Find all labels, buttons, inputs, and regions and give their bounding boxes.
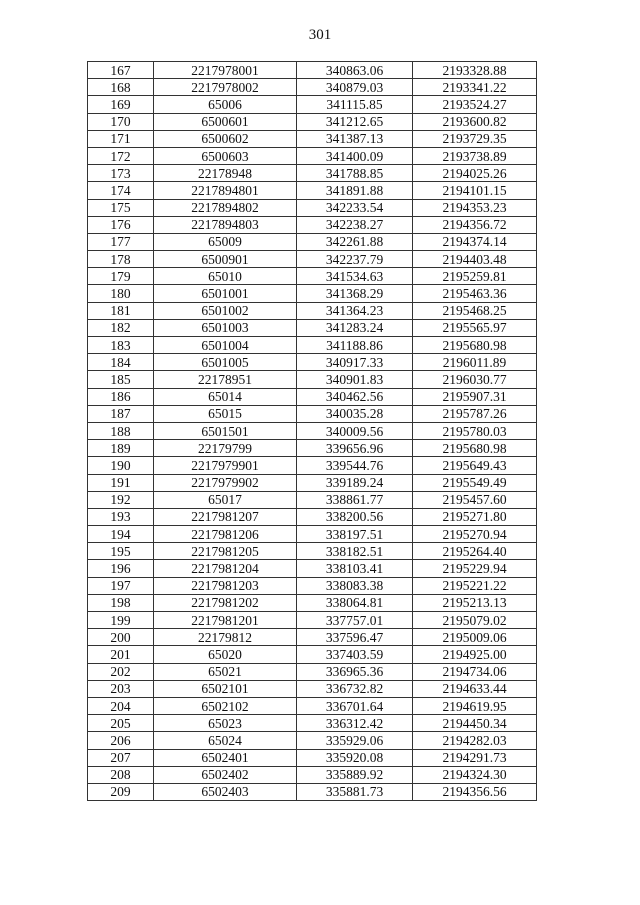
y-coordinate-cell: 2196011.89 [413, 354, 537, 371]
table-row [88, 766, 537, 783]
row-index-cell: 192 [88, 491, 154, 508]
y-coordinate-cell: 2194450.34 [413, 715, 537, 732]
y-coordinate-cell: 2195270.94 [413, 526, 537, 543]
point-id-cell: 65015 [154, 405, 297, 422]
row-index-cell: 200 [88, 629, 154, 646]
y-coordinate-cell: 2194633.44 [413, 680, 537, 697]
x-coordinate-cell: 336312.42 [297, 715, 413, 732]
table-row [88, 354, 537, 371]
x-coordinate-cell: 341534.63 [297, 268, 413, 285]
point-id-cell: 6501003 [154, 319, 297, 336]
point-id-cell: 2217894801 [154, 182, 297, 199]
table-row [88, 577, 537, 594]
y-coordinate-cell: 2195264.40 [413, 543, 537, 560]
y-coordinate-cell: 2195780.03 [413, 422, 537, 439]
x-coordinate-cell: 341115.85 [297, 96, 413, 113]
table-row [88, 285, 537, 302]
x-coordinate-cell: 340917.33 [297, 354, 413, 371]
table-row [88, 594, 537, 611]
y-coordinate-cell: 2193738.89 [413, 147, 537, 164]
point-id-cell: 2217981206 [154, 526, 297, 543]
table-row [88, 560, 537, 577]
y-coordinate-cell: 2194734.06 [413, 663, 537, 680]
point-id-cell: 6501002 [154, 302, 297, 319]
row-index-cell: 203 [88, 680, 154, 697]
point-id-cell: 6502102 [154, 697, 297, 714]
y-coordinate-cell: 2195457.60 [413, 491, 537, 508]
table-row [88, 251, 537, 268]
y-coordinate-cell: 2194101.15 [413, 182, 537, 199]
coordinates-table-body [88, 62, 537, 801]
row-index-cell: 195 [88, 543, 154, 560]
x-coordinate-cell: 341368.29 [297, 285, 413, 302]
y-coordinate-cell: 2195229.94 [413, 560, 537, 577]
x-coordinate-cell: 338083.38 [297, 577, 413, 594]
x-coordinate-cell: 340879.03 [297, 79, 413, 96]
y-coordinate-cell: 2195787.26 [413, 405, 537, 422]
row-index-cell: 172 [88, 147, 154, 164]
y-coordinate-cell: 2194356.56 [413, 783, 537, 800]
table-row [88, 457, 537, 474]
row-index-cell: 169 [88, 96, 154, 113]
table-row [88, 216, 537, 233]
row-index-cell: 198 [88, 594, 154, 611]
point-id-cell: 65014 [154, 388, 297, 405]
y-coordinate-cell: 2194356.72 [413, 216, 537, 233]
x-coordinate-cell: 338197.51 [297, 526, 413, 543]
table-row [88, 526, 537, 543]
point-id-cell: 22179799 [154, 440, 297, 457]
x-coordinate-cell: 338200.56 [297, 508, 413, 525]
point-id-cell: 65021 [154, 663, 297, 680]
point-id-cell: 65009 [154, 233, 297, 250]
point-id-cell: 6502401 [154, 749, 297, 766]
x-coordinate-cell: 340901.83 [297, 371, 413, 388]
point-id-cell: 2217981201 [154, 612, 297, 629]
x-coordinate-cell: 336701.64 [297, 697, 413, 714]
point-id-cell: 2217981207 [154, 508, 297, 525]
row-index-cell: 197 [88, 577, 154, 594]
table-row [88, 113, 537, 130]
y-coordinate-cell: 2195463.36 [413, 285, 537, 302]
table-row [88, 508, 537, 525]
x-coordinate-cell: 335881.73 [297, 783, 413, 800]
table-row [88, 62, 537, 79]
point-id-cell: 2217979901 [154, 457, 297, 474]
table-row [88, 612, 537, 629]
y-coordinate-cell: 2193729.35 [413, 130, 537, 147]
y-coordinate-cell: 2194282.03 [413, 732, 537, 749]
point-id-cell: 2217979902 [154, 474, 297, 491]
y-coordinate-cell: 2195680.98 [413, 440, 537, 457]
row-index-cell: 177 [88, 233, 154, 250]
table-row [88, 147, 537, 164]
x-coordinate-cell: 335929.06 [297, 732, 413, 749]
x-coordinate-cell: 342261.88 [297, 233, 413, 250]
row-index-cell: 191 [88, 474, 154, 491]
table-row [88, 783, 537, 800]
row-index-cell: 193 [88, 508, 154, 525]
row-index-cell: 201 [88, 646, 154, 663]
y-coordinate-cell: 2194025.26 [413, 165, 537, 182]
x-coordinate-cell: 337757.01 [297, 612, 413, 629]
x-coordinate-cell: 342233.54 [297, 199, 413, 216]
row-index-cell: 194 [88, 526, 154, 543]
x-coordinate-cell: 340863.06 [297, 62, 413, 79]
row-index-cell: 190 [88, 457, 154, 474]
point-id-cell: 22178951 [154, 371, 297, 388]
table-row [88, 474, 537, 491]
row-index-cell: 208 [88, 766, 154, 783]
row-index-cell: 204 [88, 697, 154, 714]
table-row [88, 749, 537, 766]
row-index-cell: 175 [88, 199, 154, 216]
point-id-cell: 6500602 [154, 130, 297, 147]
row-index-cell: 174 [88, 182, 154, 199]
row-index-cell: 167 [88, 62, 154, 79]
y-coordinate-cell: 2194324.30 [413, 766, 537, 783]
row-index-cell: 205 [88, 715, 154, 732]
row-index-cell: 188 [88, 422, 154, 439]
x-coordinate-cell: 336732.82 [297, 680, 413, 697]
table-row [88, 199, 537, 216]
table-row [88, 732, 537, 749]
table-row [88, 268, 537, 285]
row-index-cell: 183 [88, 337, 154, 354]
x-coordinate-cell: 341387.13 [297, 130, 413, 147]
table-row [88, 543, 537, 560]
y-coordinate-cell: 2195213.13 [413, 594, 537, 611]
x-coordinate-cell: 339656.96 [297, 440, 413, 457]
y-coordinate-cell: 2195271.80 [413, 508, 537, 525]
y-coordinate-cell: 2195221.22 [413, 577, 537, 594]
y-coordinate-cell: 2196030.77 [413, 371, 537, 388]
table-row [88, 680, 537, 697]
point-id-cell: 6502403 [154, 783, 297, 800]
table-row [88, 422, 537, 439]
y-coordinate-cell: 2195649.43 [413, 457, 537, 474]
table-row [88, 629, 537, 646]
point-id-cell: 6501004 [154, 337, 297, 354]
x-coordinate-cell: 341788.85 [297, 165, 413, 182]
y-coordinate-cell: 2195468.25 [413, 302, 537, 319]
row-index-cell: 178 [88, 251, 154, 268]
x-coordinate-cell: 337403.59 [297, 646, 413, 663]
x-coordinate-cell: 339189.24 [297, 474, 413, 491]
x-coordinate-cell: 338103.41 [297, 560, 413, 577]
row-index-cell: 185 [88, 371, 154, 388]
row-index-cell: 181 [88, 302, 154, 319]
table-row [88, 302, 537, 319]
point-id-cell: 2217978002 [154, 79, 297, 96]
x-coordinate-cell: 340009.56 [297, 422, 413, 439]
point-id-cell: 65020 [154, 646, 297, 663]
table-row [88, 440, 537, 457]
x-coordinate-cell: 341400.09 [297, 147, 413, 164]
point-id-cell: 65010 [154, 268, 297, 285]
point-id-cell: 2217978001 [154, 62, 297, 79]
row-index-cell: 173 [88, 165, 154, 182]
row-index-cell: 199 [88, 612, 154, 629]
row-index-cell: 196 [88, 560, 154, 577]
y-coordinate-cell: 2194353.23 [413, 199, 537, 216]
x-coordinate-cell: 341188.86 [297, 337, 413, 354]
x-coordinate-cell: 337596.47 [297, 629, 413, 646]
y-coordinate-cell: 2195079.02 [413, 612, 537, 629]
row-index-cell: 206 [88, 732, 154, 749]
x-coordinate-cell: 341283.24 [297, 319, 413, 336]
x-coordinate-cell: 341364.23 [297, 302, 413, 319]
y-coordinate-cell: 2194291.73 [413, 749, 537, 766]
x-coordinate-cell: 340035.28 [297, 405, 413, 422]
row-index-cell: 168 [88, 79, 154, 96]
x-coordinate-cell: 335920.08 [297, 749, 413, 766]
point-id-cell: 6502402 [154, 766, 297, 783]
y-coordinate-cell: 2195680.98 [413, 337, 537, 354]
row-index-cell: 209 [88, 783, 154, 800]
row-index-cell: 202 [88, 663, 154, 680]
x-coordinate-cell: 342237.79 [297, 251, 413, 268]
coordinates-table [87, 61, 537, 801]
point-id-cell: 6501501 [154, 422, 297, 439]
x-coordinate-cell: 339544.76 [297, 457, 413, 474]
table-row [88, 371, 537, 388]
row-index-cell: 186 [88, 388, 154, 405]
x-coordinate-cell: 341891.88 [297, 182, 413, 199]
y-coordinate-cell: 2195549.49 [413, 474, 537, 491]
point-id-cell: 6501005 [154, 354, 297, 371]
point-id-cell: 2217981202 [154, 594, 297, 611]
row-index-cell: 176 [88, 216, 154, 233]
x-coordinate-cell: 338861.77 [297, 491, 413, 508]
point-id-cell: 65006 [154, 96, 297, 113]
point-id-cell: 65017 [154, 491, 297, 508]
point-id-cell: 65024 [154, 732, 297, 749]
row-index-cell: 171 [88, 130, 154, 147]
table-row [88, 165, 537, 182]
point-id-cell: 2217894803 [154, 216, 297, 233]
y-coordinate-cell: 2195907.31 [413, 388, 537, 405]
point-id-cell: 2217981205 [154, 543, 297, 560]
table-row [88, 697, 537, 714]
row-index-cell: 180 [88, 285, 154, 302]
table-row [88, 233, 537, 250]
y-coordinate-cell: 2194403.48 [413, 251, 537, 268]
y-coordinate-cell: 2193600.82 [413, 113, 537, 130]
point-id-cell: 22178948 [154, 165, 297, 182]
row-index-cell: 170 [88, 113, 154, 130]
point-id-cell: 2217981203 [154, 577, 297, 594]
y-coordinate-cell: 2195259.81 [413, 268, 537, 285]
table-row [88, 663, 537, 680]
table-row [88, 130, 537, 147]
x-coordinate-cell: 342238.27 [297, 216, 413, 233]
point-id-cell: 22179812 [154, 629, 297, 646]
row-index-cell: 187 [88, 405, 154, 422]
point-id-cell: 2217894802 [154, 199, 297, 216]
row-index-cell: 179 [88, 268, 154, 285]
y-coordinate-cell: 2195009.06 [413, 629, 537, 646]
x-coordinate-cell: 341212.65 [297, 113, 413, 130]
y-coordinate-cell: 2195565.97 [413, 319, 537, 336]
point-id-cell: 2217981204 [154, 560, 297, 577]
x-coordinate-cell: 335889.92 [297, 766, 413, 783]
table-row [88, 646, 537, 663]
row-index-cell: 189 [88, 440, 154, 457]
page-number: 301 [308, 27, 332, 43]
x-coordinate-cell: 338182.51 [297, 543, 413, 560]
x-coordinate-cell: 336965.36 [297, 663, 413, 680]
table-row [88, 491, 537, 508]
point-id-cell: 6500601 [154, 113, 297, 130]
point-id-cell: 6502101 [154, 680, 297, 697]
table-row [88, 405, 537, 422]
row-index-cell: 182 [88, 319, 154, 336]
y-coordinate-cell: 2193524.27 [413, 96, 537, 113]
table-row [88, 319, 537, 336]
y-coordinate-cell: 2194925.00 [413, 646, 537, 663]
table-row [88, 182, 537, 199]
y-coordinate-cell: 2194374.14 [413, 233, 537, 250]
row-index-cell: 184 [88, 354, 154, 371]
table-row [88, 96, 537, 113]
table-row [88, 715, 537, 732]
y-coordinate-cell: 2193341.22 [413, 79, 537, 96]
x-coordinate-cell: 338064.81 [297, 594, 413, 611]
x-coordinate-cell: 340462.56 [297, 388, 413, 405]
table-row [88, 79, 537, 96]
point-id-cell: 6500901 [154, 251, 297, 268]
point-id-cell: 6500603 [154, 147, 297, 164]
point-id-cell: 65023 [154, 715, 297, 732]
point-id-cell: 6501001 [154, 285, 297, 302]
table-row [88, 337, 537, 354]
y-coordinate-cell: 2194619.95 [413, 697, 537, 714]
row-index-cell: 207 [88, 749, 154, 766]
table-row [88, 388, 537, 405]
y-coordinate-cell: 2193328.88 [413, 62, 537, 79]
